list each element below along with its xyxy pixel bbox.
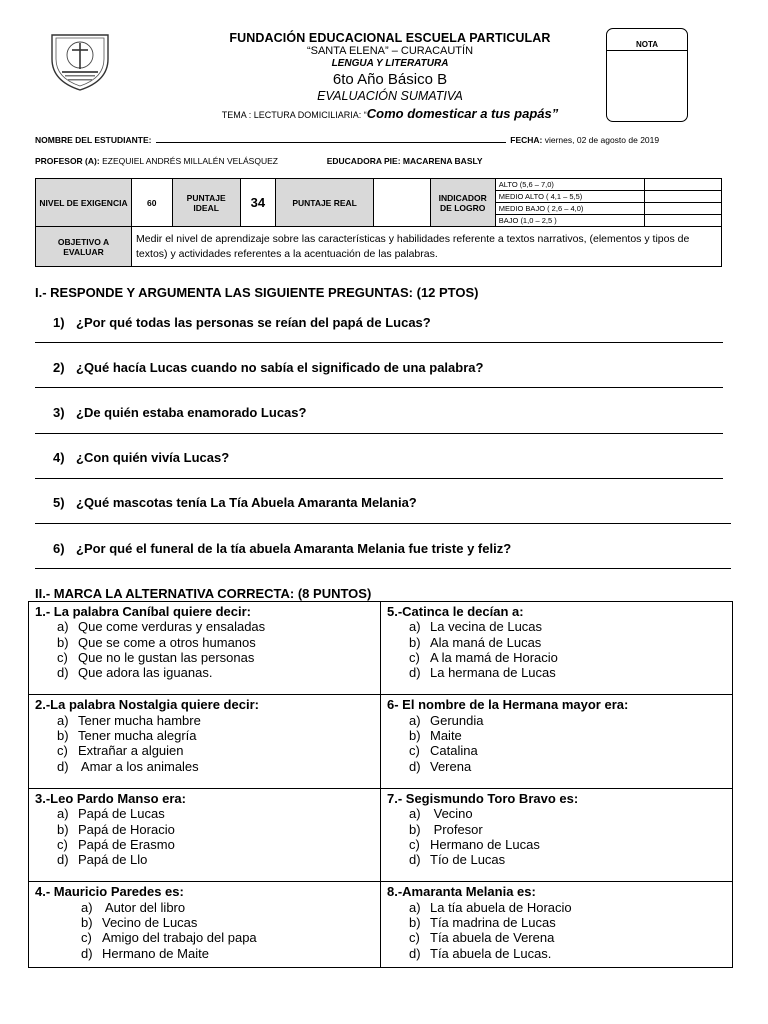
nivel-label: NIVEL DE EXIGENCIA	[36, 179, 132, 227]
section1-title: I.- RESPONDE Y ARGUMENTA LAS SIGUIENTE PREGUNTAS: (12 PTOS)	[35, 285, 479, 300]
objetivo-label: OBJETIVO A EVALUAR	[36, 227, 132, 267]
question-1: 1) ¿Por qué todas las personas se reían del papá de Lucas?	[53, 315, 431, 330]
level-medio-bajo: MEDIO BAJO ( 2,6 – 4,0)	[495, 203, 644, 215]
mc-option[interactable]: c) Papá de Erasmo	[57, 836, 175, 852]
level-bajo: BAJO (1,0 – 2,5 )	[495, 215, 644, 227]
mc-option[interactable]: a) La vecina de Lucas	[409, 619, 543, 635]
indicador-label: INDICADOR DE LOGRO	[430, 179, 495, 227]
school-name: “SANTA ELENA” – CURACAUTÍN	[306, 45, 474, 57]
tema-label: TEMA : LECTURA DOMICILIARIA: “	[221, 110, 367, 120]
answer-line-3[interactable]	[35, 433, 723, 434]
pie-educator-label: EDUCADORA PIE:	[326, 156, 401, 166]
mc-option[interactable]: c) Hermano de Lucas	[409, 836, 540, 852]
evaluation-type: EVALUACIÓN SUMATIVA	[317, 89, 463, 103]
mc-option[interactable]: b) Tía madrina de Lucas	[409, 915, 556, 931]
mc-item-2: 2.-La palabra Nostalgia quiere decir: a) Tener mucha hambre b) Tener mucha alegría c) Extrañar a alguien d) Amar a los animales	[29, 695, 381, 788]
level-medio-bajo-mark[interactable]	[645, 203, 722, 215]
question-3: 3) ¿De quién estaba enamorado Lucas?	[53, 405, 307, 420]
mc-option[interactable]: b) Ala maná de Lucas	[409, 634, 542, 650]
mc-option[interactable]: d) Tía abuela de Lucas.	[409, 945, 552, 961]
question-5: 5) ¿Qué mascotas tenía La Tía Abuela Amaranta Melania?	[53, 495, 417, 510]
level-alto-mark[interactable]	[645, 179, 722, 191]
reading-topic	[150, 106, 630, 121]
grade-box-divider	[607, 50, 687, 51]
puntaje-ideal-value: 34	[240, 179, 275, 227]
mc-option[interactable]: a) Autor del libro	[81, 899, 186, 915]
evaluation-info-table	[35, 178, 722, 267]
mc-option[interactable]: d) La hermana de Lucas	[409, 665, 556, 681]
mc-option[interactable]: a) Vecino	[409, 806, 473, 822]
mc-option[interactable]: c) A la mamá de Horacio	[409, 649, 558, 665]
answer-line-5[interactable]	[35, 523, 731, 524]
mc-option[interactable]: d) Tío de Lucas	[409, 852, 506, 868]
subject-name: LENGUA Y LITERATURA	[331, 58, 449, 69]
grade-label: 6to Año Básico B	[332, 71, 448, 88]
teacher-name: EZEQUIEL ANDRÉS MILLALÉN VELÁSQUEZ	[102, 156, 278, 166]
answer-line-6[interactable]	[35, 568, 731, 569]
level-alto: ALTO (5,6 – 7,0)	[495, 179, 644, 191]
mc-item-8: 8.-Amaranta Melania es: a) La tía abuela de Horacio b) Tía madrina de Lucas c) Tía abuela de Verena d) Tía abuela de Lucas.	[381, 882, 733, 967]
teacher-row	[35, 156, 483, 166]
level-medio-alto: MEDIO ALTO ( 4,1 – 5,5)	[495, 191, 644, 203]
mc-option[interactable]: d) Papá de Llo	[57, 852, 148, 868]
mc-option[interactable]: a) Papá de Lucas	[57, 806, 165, 822]
puntaje-real-field[interactable]	[374, 179, 431, 227]
grade-box[interactable]	[606, 28, 688, 122]
mc-option[interactable]: b) Maite	[409, 728, 462, 744]
nivel-value: 60	[132, 179, 173, 227]
question-2: 2) ¿Qué hacía Lucas cuando no sabía el significado de una palabra?	[53, 360, 484, 375]
student-name-field[interactable]	[156, 134, 506, 143]
mc-item-5: 5.-Catinca le decían a: a) La vecina de Lucas b) Ala maná de Lucas c) A la mamá de Horacio d) La hermana de Lucas	[381, 602, 733, 695]
level-bajo-mark[interactable]	[645, 215, 722, 227]
mc-option[interactable]: d) Verena	[409, 758, 472, 774]
puntaje-real-label: PUNTAJE REAL	[276, 179, 374, 227]
mc-option[interactable]: c) Tía abuela de Verena	[409, 930, 555, 946]
mc-option[interactable]: c) Catalina	[409, 743, 478, 759]
answer-line-4[interactable]	[35, 478, 723, 479]
question-4: 4) ¿Con quién vivía Lucas?	[53, 450, 230, 465]
mc-option[interactable]: c) Extrañar a alguien	[57, 743, 184, 759]
section2-title: II.- MARCA LA ALTERNATIVA CORRECTA: (8 PUNTOS)	[35, 586, 372, 601]
mc-item-1: 1.- La palabra Caníbal quiere decir: a) Que come verduras y ensaladas b) Que se come a otros humanos c) Que no le gustan las personas d) Que adora las iguanas.	[29, 602, 381, 695]
answer-line-1[interactable]	[35, 342, 723, 343]
foundation-title: FUNDACIÓN EDUCACIONAL ESCUELA PARTICULAR	[229, 31, 551, 45]
mc-item-4: 4.- Mauricio Paredes es: a) Autor del libro b) Vecino de Lucas c) Amigo del trabajo del papa d) Hermano de Maite	[29, 882, 381, 967]
answer-line-2[interactable]	[35, 387, 723, 388]
objetivo-text: Medir el nivel de aprendizaje sobre las características y habilidades referente a textos narrativos, (elementos y tipos de textos) y actividades referentes a la acentuación de las palabras.	[132, 227, 722, 267]
multiple-choice-table	[28, 601, 733, 968]
mc-option[interactable]: a) Que come verduras y ensaladas	[57, 619, 266, 635]
mc-item-7: 7.- Segismundo Toro Bravo es: a) Vecino b) Profesor c) Hermano de Lucas d) Tío de Lucas	[381, 788, 733, 881]
mc-option[interactable]: c) Amigo del trabajo del papa	[81, 930, 257, 946]
student-row	[35, 134, 659, 145]
mc-option[interactable]: a) Gerundia	[409, 712, 484, 728]
mc-item-6: 6- El nombre de la Hermana mayor era: a) Gerundia b) Maite c) Catalina d) Verena	[381, 695, 733, 788]
school-logo	[48, 29, 112, 93]
mc-option[interactable]: d) Hermano de Maite	[81, 945, 209, 961]
mc-option[interactable]: d) Amar a los animales	[57, 758, 199, 774]
pie-educator-name: MACARENA BASLY	[402, 156, 483, 166]
date-value: viernes, 02 de agosto de 2019	[544, 135, 660, 145]
mc-option[interactable]: b) Tener mucha alegría	[57, 728, 197, 744]
student-name-label: NOMBRE DEL ESTUDIANTE:	[35, 135, 152, 145]
level-medio-alto-mark[interactable]	[645, 191, 722, 203]
book-title: Como domesticar a tus papás”	[366, 106, 559, 121]
mc-option[interactable]: b) Vecino de Lucas	[81, 915, 198, 931]
mc-option[interactable]: a) Tener mucha hambre	[57, 712, 201, 728]
mc-option[interactable]: d) Que adora las iguanas.	[57, 665, 213, 681]
mc-option[interactable]: c) Que no le gustan las personas	[57, 649, 255, 665]
question-6: 6) ¿Por qué el funeral de la tía abuela Amaranta Melania fue triste y feliz?	[53, 541, 512, 556]
mc-item-3: 3.-Leo Pardo Manso era: a) Papá de Lucas b) Papá de Horacio c) Papá de Erasmo d) Papá de Llo	[29, 788, 381, 881]
grade-box-label: NOTA	[635, 40, 659, 49]
date-label: FECHA:	[510, 135, 543, 145]
puntaje-ideal-label: PUNTAJE IDEAL	[172, 179, 240, 227]
mc-option[interactable]: a) La tía abuela de Horacio	[409, 899, 572, 915]
mc-option[interactable]: b) Profesor	[409, 821, 483, 837]
mc-option[interactable]: b) Papá de Horacio	[57, 821, 175, 837]
mc-option[interactable]: b) Que se come a otros humanos	[57, 634, 256, 650]
teacher-label: PROFESOR (A):	[35, 156, 100, 166]
